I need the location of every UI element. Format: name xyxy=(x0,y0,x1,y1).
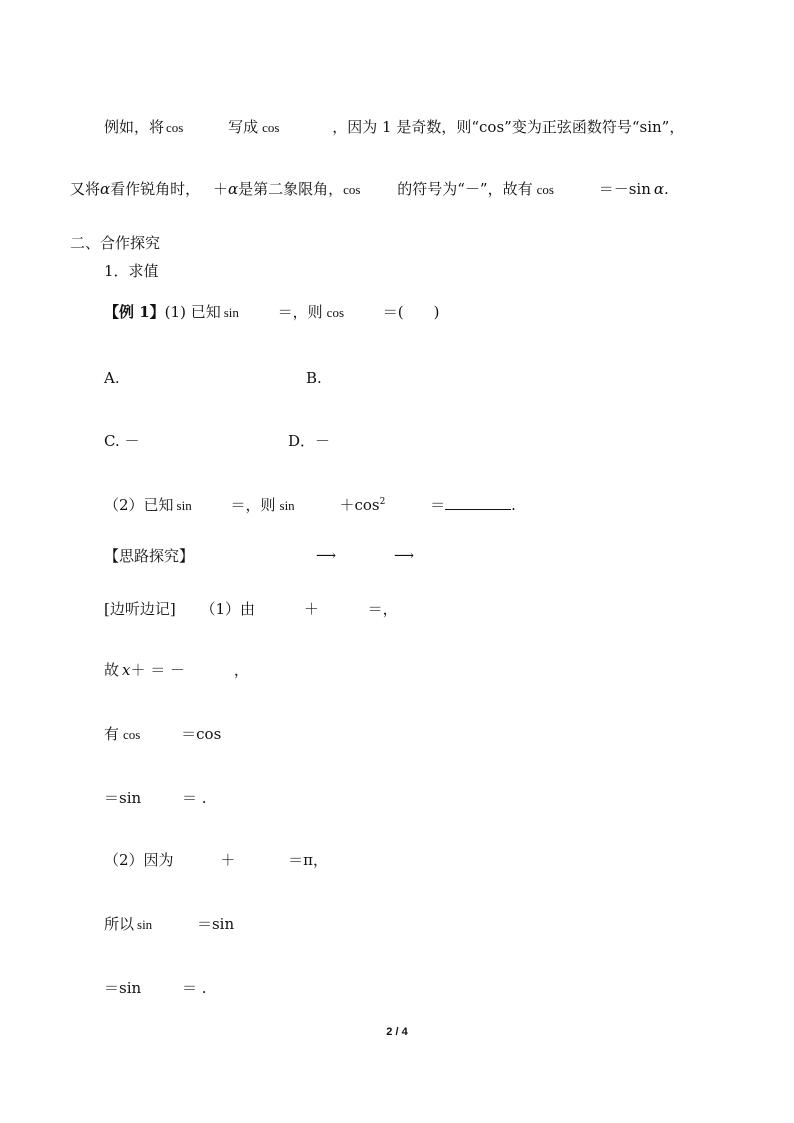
arrow-1: ⟶ xyxy=(316,548,337,564)
part2-line xyxy=(104,492,516,516)
subsection-heading: 1．求值 xyxy=(104,262,159,280)
sothus-sin: sin xyxy=(137,917,153,932)
para1-text-c: 写成 xyxy=(228,118,259,136)
eqsin1-line xyxy=(104,788,206,808)
part2-eq: ＝，则 xyxy=(230,496,276,514)
part2-sin: sin xyxy=(176,498,192,513)
eqsin1-text-b: ＝ . xyxy=(181,789,207,807)
page-number: 2 / 4 xyxy=(386,1026,408,1038)
have-eq: ＝cos xyxy=(181,725,222,743)
para1-text-a: 例如，将 xyxy=(104,118,165,136)
because-text-a: （2）因为 xyxy=(104,851,174,869)
have-cos: cos xyxy=(123,727,141,742)
para2-text-a: 又将 xyxy=(70,180,101,198)
sothus-text-a: 所以 xyxy=(104,915,135,933)
para2-text-b: 看作锐角时， xyxy=(110,180,201,198)
sothus-eq: ＝sin xyxy=(196,915,235,933)
eqsin2-text-b: ＝ . xyxy=(181,979,207,997)
example1-eq: ＝，则 xyxy=(277,303,323,321)
para2-cos-2: cos xyxy=(536,182,554,197)
have-line xyxy=(104,724,221,745)
para1-text-e: ，因为 1 是奇数，则“cos”变为正弦函数符号“sin”， xyxy=(332,118,685,136)
para1-line xyxy=(104,117,684,138)
thinking-label: 【思路探究】 xyxy=(104,547,195,565)
section-heading: 二、合作探究 xyxy=(70,234,161,252)
para2-line xyxy=(70,179,669,200)
para2-text-f: 的符号为“－”，故有 xyxy=(397,180,533,198)
alpha-symbol: α xyxy=(100,180,111,198)
x-variable: x xyxy=(122,661,131,679)
part2-sin-2: sin xyxy=(279,498,295,513)
so-line xyxy=(104,660,249,680)
option-c: C. － xyxy=(104,432,140,450)
part2-superscript: 2 xyxy=(379,497,386,507)
para2-text-d: 是第二象限角， xyxy=(238,180,344,198)
so-text-b: ＋ ＝ － xyxy=(130,661,186,679)
part2-end: . xyxy=(511,496,516,514)
para2-text-h: ＝－sin xyxy=(598,180,651,198)
listen-line xyxy=(104,599,398,619)
eqsin1-text-a: ＝sin xyxy=(104,789,142,807)
option-b: B. xyxy=(306,369,322,387)
eqsin2-line xyxy=(104,978,206,998)
listen-label: [边听边记] xyxy=(104,600,176,618)
because-line xyxy=(104,850,328,870)
because-plus: ＋ xyxy=(220,851,236,869)
example-label: 【例 1】 xyxy=(104,303,165,321)
alpha-symbol-3: α. xyxy=(653,180,669,198)
para1-cos-1: cos xyxy=(166,120,184,135)
example1-sin: sin xyxy=(223,305,239,320)
part2-eq-2: ＝ xyxy=(430,496,446,514)
example1-line xyxy=(104,302,440,323)
para1-cos-2: cos xyxy=(262,120,280,135)
para2-cos-1: cos xyxy=(343,182,361,197)
listen-plus: ＋ xyxy=(303,600,319,618)
because-eq: ＝π， xyxy=(288,851,328,869)
option-d: D．－ xyxy=(288,432,331,450)
so-text-a: 故 xyxy=(104,661,120,679)
alpha-symbol-2: α xyxy=(227,180,239,198)
have-text-a: 有 xyxy=(104,725,120,743)
answer-blank[interactable] xyxy=(445,495,511,510)
listen-text-a: （1）由 xyxy=(200,600,256,618)
para2-plus: ＋ xyxy=(212,180,228,198)
option-a: A. xyxy=(104,369,120,387)
so-text-c: ， xyxy=(233,661,249,679)
part2-plus-cos: ＋cos xyxy=(339,496,380,514)
example1-paren: ＝( ) xyxy=(382,303,440,321)
sothus-line xyxy=(104,914,234,935)
example1-cos: cos xyxy=(326,305,345,320)
arrow-2: ⟶ xyxy=(394,548,415,564)
listen-eq: ＝， xyxy=(367,600,398,618)
example1-part1: (1) 已知 xyxy=(164,303,221,321)
eqsin2-text-a: ＝sin xyxy=(104,979,142,997)
part2-text-a: （2）已知 xyxy=(104,496,174,514)
